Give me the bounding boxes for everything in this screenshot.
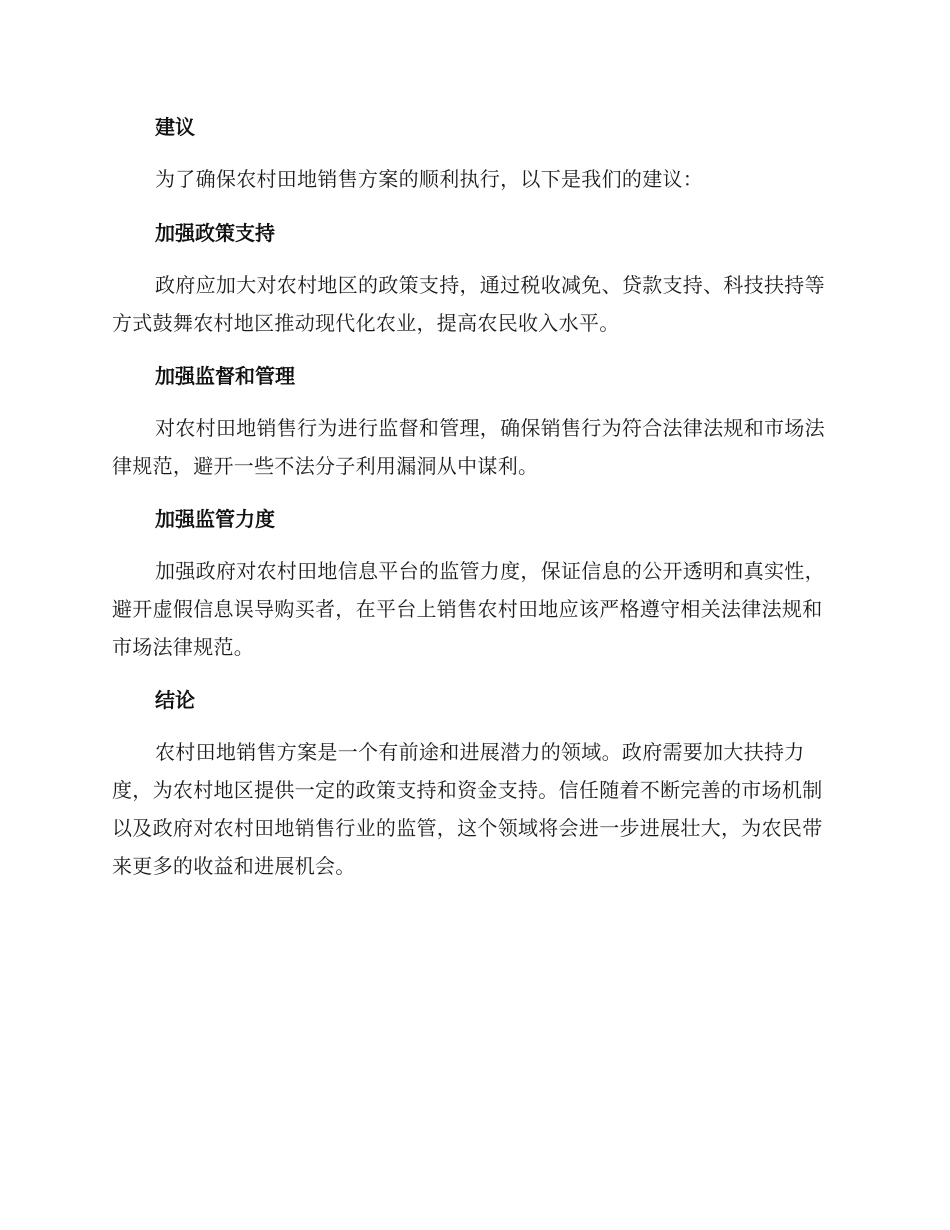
section-heading-regulation-strength: 加强监管力度 (155, 507, 275, 531)
policy-support-paragraph: 政府应加大对农村地区的政策支持，通过税收减免、贷款支持、科技扶持等方式鼓舞农村地区推动现代化农业，提高农民收入水平。 (112, 273, 825, 335)
section-heading-suggestions: 建议 (155, 115, 195, 139)
section-heading-policy-support: 加强政策支持 (155, 221, 275, 245)
conclusion-paragraph: 农村田地销售方案是一个有前途和进展潜力的领域。政府需要加大扶持力度，为农村地区提供一定的政策支持和资金支持。信任随着不断完善的市场机制以及政府对农村田地销售行业的监管，这个领域将会进一步进展壮大，为农民带来更多的收益和进展机会。 (112, 740, 823, 878)
regulation-strength-paragraph: 加强政府对农村田地信息平台的监管力度，保证信息的公开透明和真实性，避开虚假信息误导购买者，在平台上销售农村田地应该严格遵守相关法律法规和市场法律规范。 (112, 559, 825, 659)
section-heading-supervision-management: 加强监督和管理 (155, 364, 295, 388)
supervision-management-paragraph: 对农村田地销售行为进行监督和管理，确保销售行为符合法律法规和市场法律规范，避开一些不法分子利用漏洞从中谋利。 (112, 416, 825, 478)
suggestions-intro-paragraph: 为了确保农村田地销售方案的顺利执行，以下是我们的建议： (155, 167, 704, 191)
section-heading-conclusion: 结论 (155, 688, 195, 712)
